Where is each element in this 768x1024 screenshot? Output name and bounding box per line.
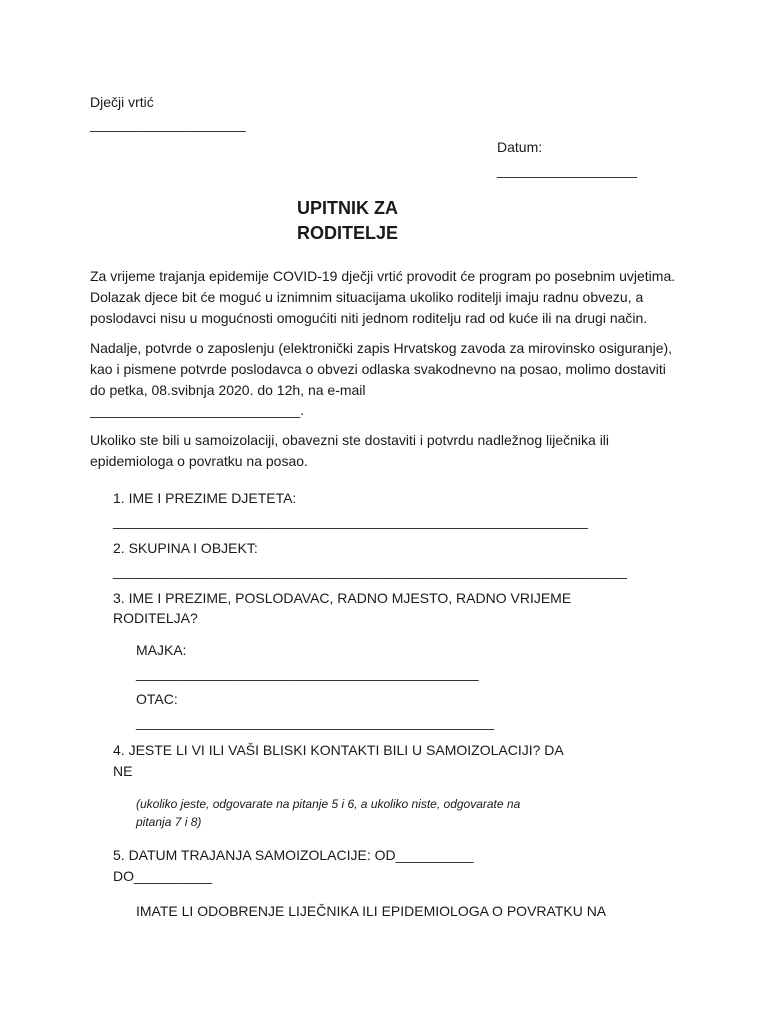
question-3-label-line2: RODITELJA? bbox=[113, 610, 198, 626]
question-4-note-line2: pitanja 7 i 8) bbox=[136, 815, 202, 829]
question-1-blank-line: _____________________________________________________________ bbox=[113, 513, 588, 529]
father-blank-line: ______________________________________________ bbox=[136, 714, 495, 730]
kindergarten-label: Dječji vrtić bbox=[90, 94, 154, 110]
question-5-label-line2: DO__________ bbox=[113, 868, 212, 884]
father-label: OTAC: bbox=[136, 691, 178, 707]
question-6-label-line1: IMATE LI ODOBRENJE LIJEČNIKA ILI EPIDEMIOLOGA O POVRATKU NA bbox=[136, 903, 607, 919]
question-2-label: 2. SKUPINA I OBJEKT: bbox=[113, 540, 258, 556]
question-4-label-line1: 4. JESTE LI VI ILI VAŠI BLISKI KONTAKTI BILI U SAMOIZOLACIJI? DA bbox=[113, 742, 564, 758]
page-title-line2: RODITELJE bbox=[297, 223, 399, 243]
question-5-label-line1: 5. DATUM TRAJANJA SAMOIZOLACIJE: OD__________ bbox=[113, 847, 474, 863]
question-1-label: 1. IME I PREZIME DJETETA: bbox=[113, 490, 297, 506]
question-4-note-line1: (ukoliko jeste, odgovarate na pitanje 5 i 6, a ukoliko niste, odgovarate na bbox=[136, 797, 521, 811]
date-blank-line: __________________ bbox=[497, 162, 638, 178]
question-2-blank-line: __________________________________________________________________ bbox=[113, 563, 627, 579]
mother-blank-line: ____________________________________________ bbox=[136, 665, 479, 681]
kindergarten-blank-line: ____________________ bbox=[90, 116, 246, 132]
intro-paragraph-3: Ukoliko ste bili u samoizolaciji, obavezni ste dostaviti i potvrdu nadležnog liječnika ili epidemiologa o povratku na posao. bbox=[90, 432, 610, 469]
email-blank-line: ___________________________. bbox=[90, 402, 305, 418]
mother-label: MAJKA: bbox=[136, 642, 187, 658]
question-4-label-line2: NE bbox=[113, 763, 133, 779]
question-3-label-line1: 3. IME I PREZIME, POSLODAVAC, RADNO MJESTO, RADNO VRIJEME bbox=[113, 590, 572, 606]
intro-paragraph-1: Za vrijeme trajanja epidemije COVID-19 dječji vrtić provodit će program po posebnim uvjetima. Dolazak djece bit će moguć u iznimnim situacijama ukoliko roditelji imaju radnu obvezu, a poslodavci nisu u mogućnosti omogućiti niti jednom roditelju rad od kuće ili na drugi način. bbox=[90, 268, 676, 326]
intro-paragraph-2: Nadalje, potvrde o zaposlenju (elektronički zapis Hrvatskog zavoda za mirovinsko osiguranje), kao i pismene potvrde poslodavca o obvezi odlaska svakodnevno na posao, molimo dostaviti do petka, 08.svibnja 2020. do 12h, na e-mail bbox=[90, 340, 673, 398]
date-label: Datum: bbox=[497, 139, 543, 155]
page-title-line1: UPITNIK ZA bbox=[297, 198, 398, 218]
